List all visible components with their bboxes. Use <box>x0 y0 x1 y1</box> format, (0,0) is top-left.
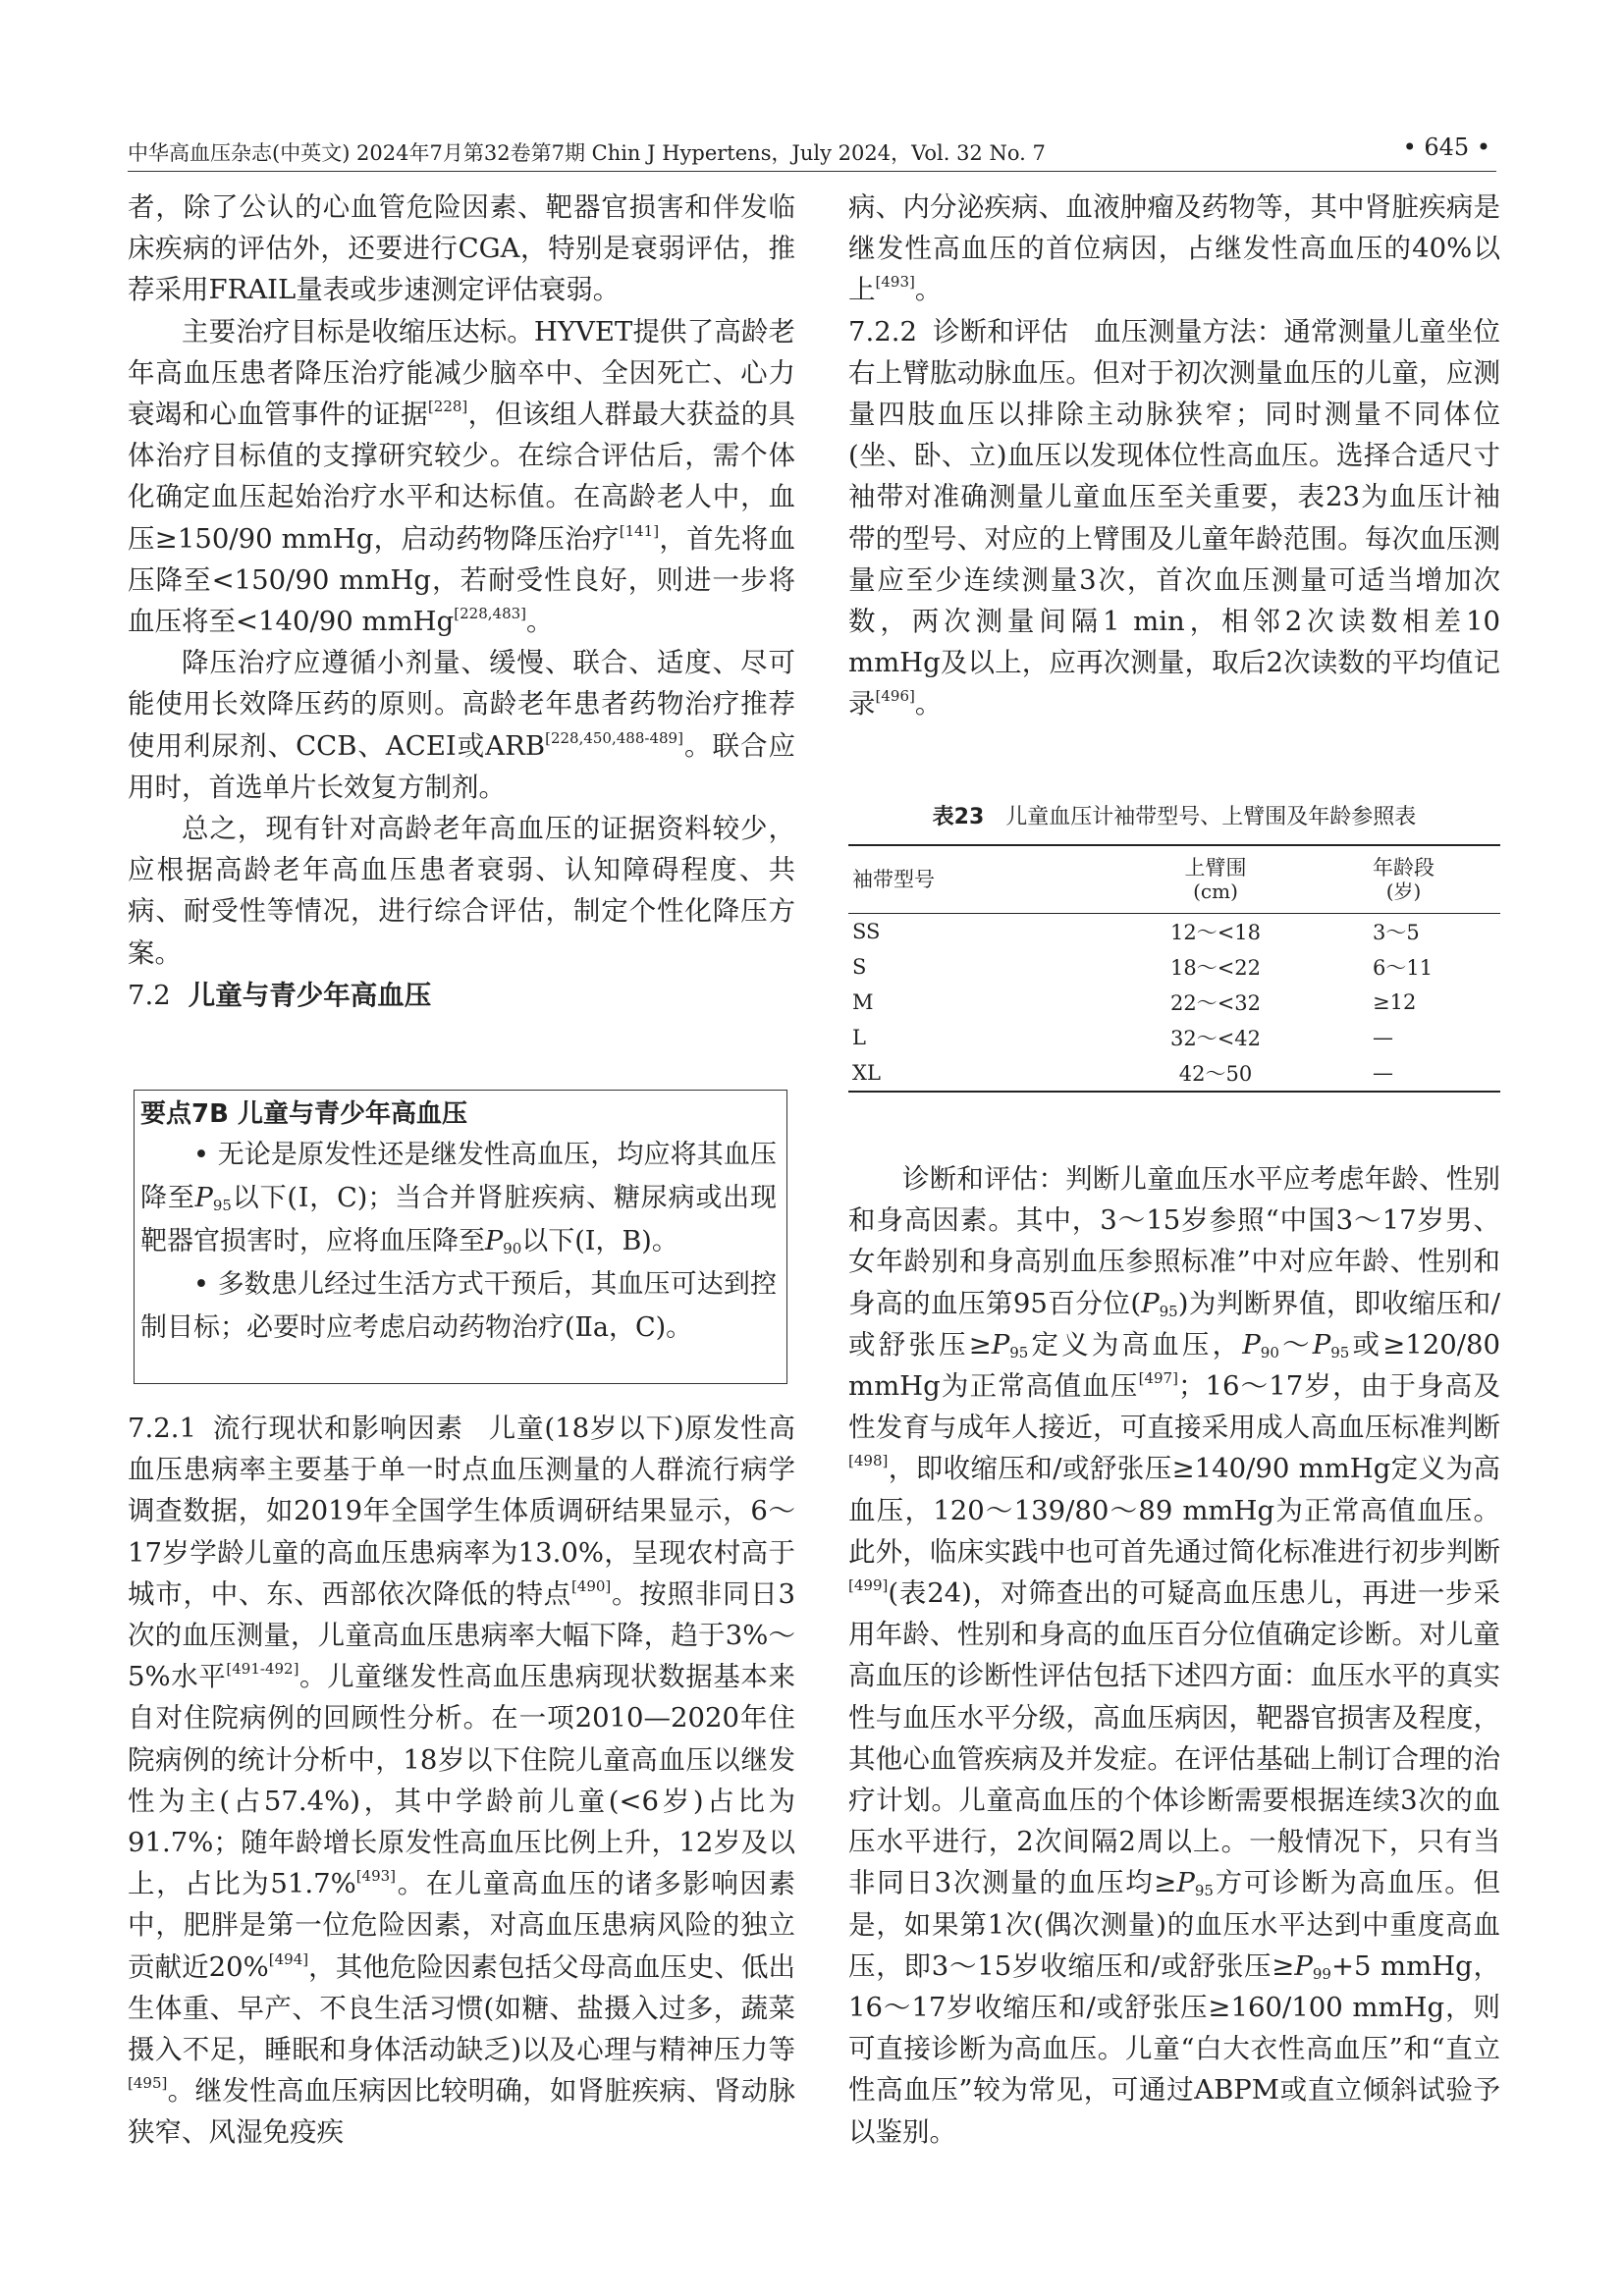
paragraph: 病、内分泌疾病、血液肿瘤及药物等，其中肾脏疾病是继发性高血压的首位病因，占继发性高血压的40%以上[493]。 <box>848 191 1500 306</box>
citation: [491-492] <box>226 1660 299 1679</box>
subsection-title: 诊断和评估 <box>932 315 1069 347</box>
table-row: L 32～<42 — <box>852 1026 1393 1050</box>
cuff-table <box>848 844 1500 1093</box>
paragraph: 降压治疗应遵循小剂量、缓慢、联合、适度、尽可能使用长效降压药的原则。高龄老年患者药物治疗推荐使用利尿剂、CCB、ACEI或ARB[228,450,488-489]。联合应用时，首选单片长效复方制剂。 <box>128 647 796 803</box>
citation: [494] <box>268 1949 309 1968</box>
table-header-row <box>848 845 1500 914</box>
table-23 <box>848 800 1500 1093</box>
header-cell: 上臂围 (cm) <box>1184 856 1247 903</box>
paragraph: 主要治疗目标是收缩压达标。HYVET提供了高龄老年高血压患者降压治疗能减少脑卒中、全因死亡、心力衰竭和心血管事件的证据[228]，但该组人群最大获益的具体治疗目标值的支撑研究较少。在综合评估后，需个体化确定血压起始治疗水平和达标值。在高龄老人中，血压≥150/90 mmHg，启动药物降压治疗[141]，首先将血压降至<150/90 mmHg，若耐受性良好，则进一步将血压将至<140/90 mmHg[228,483]。 <box>128 315 795 638</box>
paragraph: 7.2.2 诊断和评估 血压测量方法：通常测量儿童坐位右上臂肱动脉血压。但对于初次测量血压的儿童，应测量四肢血压以排除主动脉狭窄；同时测量不同体位(坐、卧、立)血压以发现体位性高血压。选择合适尺寸袖带对准确测量儿童血压至关重要，表23为血压计袖带的型号、对应的上臂围及儿童年龄范围。每次血压测量应至少连续测量3次，首次血压测量可适当增加次数，两次测量间隔1 min，相邻2次读数相差10 mmHg及以上，应再次测量，取后2次读数的平均值记录[496]。 <box>848 315 1501 721</box>
running-header <box>128 132 1496 172</box>
section-heading: 7.2 儿童与青少年高血压 <box>128 979 432 1011</box>
key-point-1: • 无论是原发性还是继发性高血压，均应将其血压降至$P_{95}$以下(Ⅰ，C)；当合并肾脏疾病、糖尿病或出现靶器官损害时，应将血压降至$P_{90}$以下(Ⅰ，B)。 <box>140 1140 777 1257</box>
citation: [499] <box>848 1576 889 1595</box>
citation: [498] <box>848 1452 889 1470</box>
page-number: • 645 • <box>1402 133 1490 161</box>
left-column <box>128 187 795 1017</box>
citation: [228,483] <box>454 605 527 623</box>
subsection-title: 流行现状和影响因素 <box>211 1413 463 1444</box>
table-caption: 表23 儿童血压计袖带型号、上臂围及年龄参照表 <box>932 805 1417 829</box>
citation: [141] <box>619 521 660 540</box>
citation: [490] <box>570 1576 612 1595</box>
table-row: S 18～<22 6～11 <box>852 955 1434 980</box>
right-column <box>848 187 1500 725</box>
header-cell: 袖带型号 <box>852 868 935 891</box>
table-row: SS 12～<18 3～5 <box>852 920 1420 944</box>
key-points-box <box>134 1090 787 1384</box>
key-point-2: • 多数患儿经过生活方式干预后，其血压可达到控制目标；必要时应考虑启动药物治疗(Ⅱa，C)。 <box>140 1269 777 1343</box>
table-row: XL 42～50 — <box>848 1055 1500 1092</box>
citation: [228,450,488-489] <box>545 728 683 747</box>
citation: [493] <box>875 273 915 292</box>
paragraph: 总之，现有针对高龄老年高血压的证据资料较少，应根据高龄老年高血压患者衰弱、认知障碍程度、共病、耐受性等情况，进行综合评估，制定个性化降压方案。 <box>128 813 795 969</box>
citation: [496] <box>875 687 915 706</box>
citation: [228] <box>427 398 468 416</box>
journal-info: 中华高血压杂志(中英文) 2024年7月第32卷第7期 Chin J Hypertens，July 2024，Vol. 32 No. 7 <box>128 141 1046 165</box>
right-column-lower <box>848 1158 1500 2153</box>
citation: [497] <box>1138 1369 1178 1388</box>
citation: [495] <box>128 2074 168 2093</box>
left-column-lower <box>128 1408 795 2154</box>
header-cell: 年龄段 (岁) <box>1373 856 1435 903</box>
citation: [493] <box>355 1867 397 1886</box>
key-points-title: 要点7B 儿童与青少年高血压 <box>140 1099 467 1129</box>
paragraph: 7.2.1 流行现状和影响因素 儿童(18岁以下)原发性高血压患病率主要基于单一时点血压测量的人群流行病学调查数据，如2019年全国学生体质调研结果显示，6～17岁学龄儿童的高血压患病率为13.0%，呈现农村高于城市，中、东、西部依次降低的特点[490]。按照非同日3次的血压测量，儿童高血压患病率大幅下降，趋于3%～5%水平[491-492]。儿童继发性高血压患病现状数据基本来自对住院病例的回顾性分析。在一项2010—2020年住院病例的统计分析中，18岁以下住院儿童高血压以继发性为主(占57.4%)，其中学龄前儿童(<6岁)占比为91.7%；随年龄增长原发性高血压比例上升，12岁及以上，占比为51.7%[493]。在儿童高血压的诸多影响因素中，肥胖是第一位危险因素，对高血压患病风险的独立贡献近20%[494]，其他危险因素包括父母高血压史、低出生体重、早产、不良生活习惯(如糖、盐摄入过多，蔬菜摄入不足，睡眠和身体活动缺乏)以及心理与精神压力等[495]。继发性高血压病因比较明确，如肾脏疾病、肾动脉狭窄、风湿免疫疾 <box>128 1413 796 2149</box>
table-row: M 22～<32 ≥12 <box>852 990 1417 1015</box>
paragraph: 诊断和评估：判断儿童血压水平应考虑年龄、性别和身高因素。其中，3～15岁参照“中国3～17岁男、女年龄别和身高别血压参照标准”中对应年龄、性别和身高的血压第95百分位$(P_{95})$为判断界值，即收缩压和/或舒张压$\ge P_{95}$定义为高血压，$P_{90}\sim P_{95}$或≥120/80 mmHg为正常高值血压[497]；16～17岁，由于身高及性发育与成年人接近，可直接采用成人高血压标准判断[498]，即收缩压和/或舒张压≥140/90 mmHg定义为高血压，120～139/80～89 mmHg为正常高值血压。此外，临床实践中也可首先通过简化标准进行初步判断[499](表24)，对筛查出的可疑高血压患儿，再进一步采用年龄、性别和身高的血压百分位值确定诊断。对儿童高血压的诊断性评估包括下述四方面：血压水平的真实性与血压水平分级，高血压病因，靶器官损害及程度，其他心血管疾病及并发症。在评估基础上制订合理的治疗计划。儿童高血压的个体诊断需要根据连续3次的血压水平进行，2次间隔2周以上。一般情况下，只有当非同日3次测量的血压均$\ge P_{95}$方可诊断为高血压。但是，如果第1次(偶次测量)的血压水平达到中重度高血压，即3～15岁收缩压和/或舒张压$\ge P_{99}+5$ mmHg，16～17岁收缩压和/或舒张压≥160/100 mmHg，则可直接诊断为高血压。儿童“白大衣性高血压”和“直立性高血压”较为常见，可通过ABPM或直立倾斜试验予以鉴别。 <box>848 1163 1501 2148</box>
paragraph: 者，除了公认的心血管危险因素、靶器官损害和伴发临床疾病的评估外，还要进行CGA，特别是衰弱评估，推荐采用FRAIL量表或步速测定评估衰弱。 <box>128 191 795 306</box>
